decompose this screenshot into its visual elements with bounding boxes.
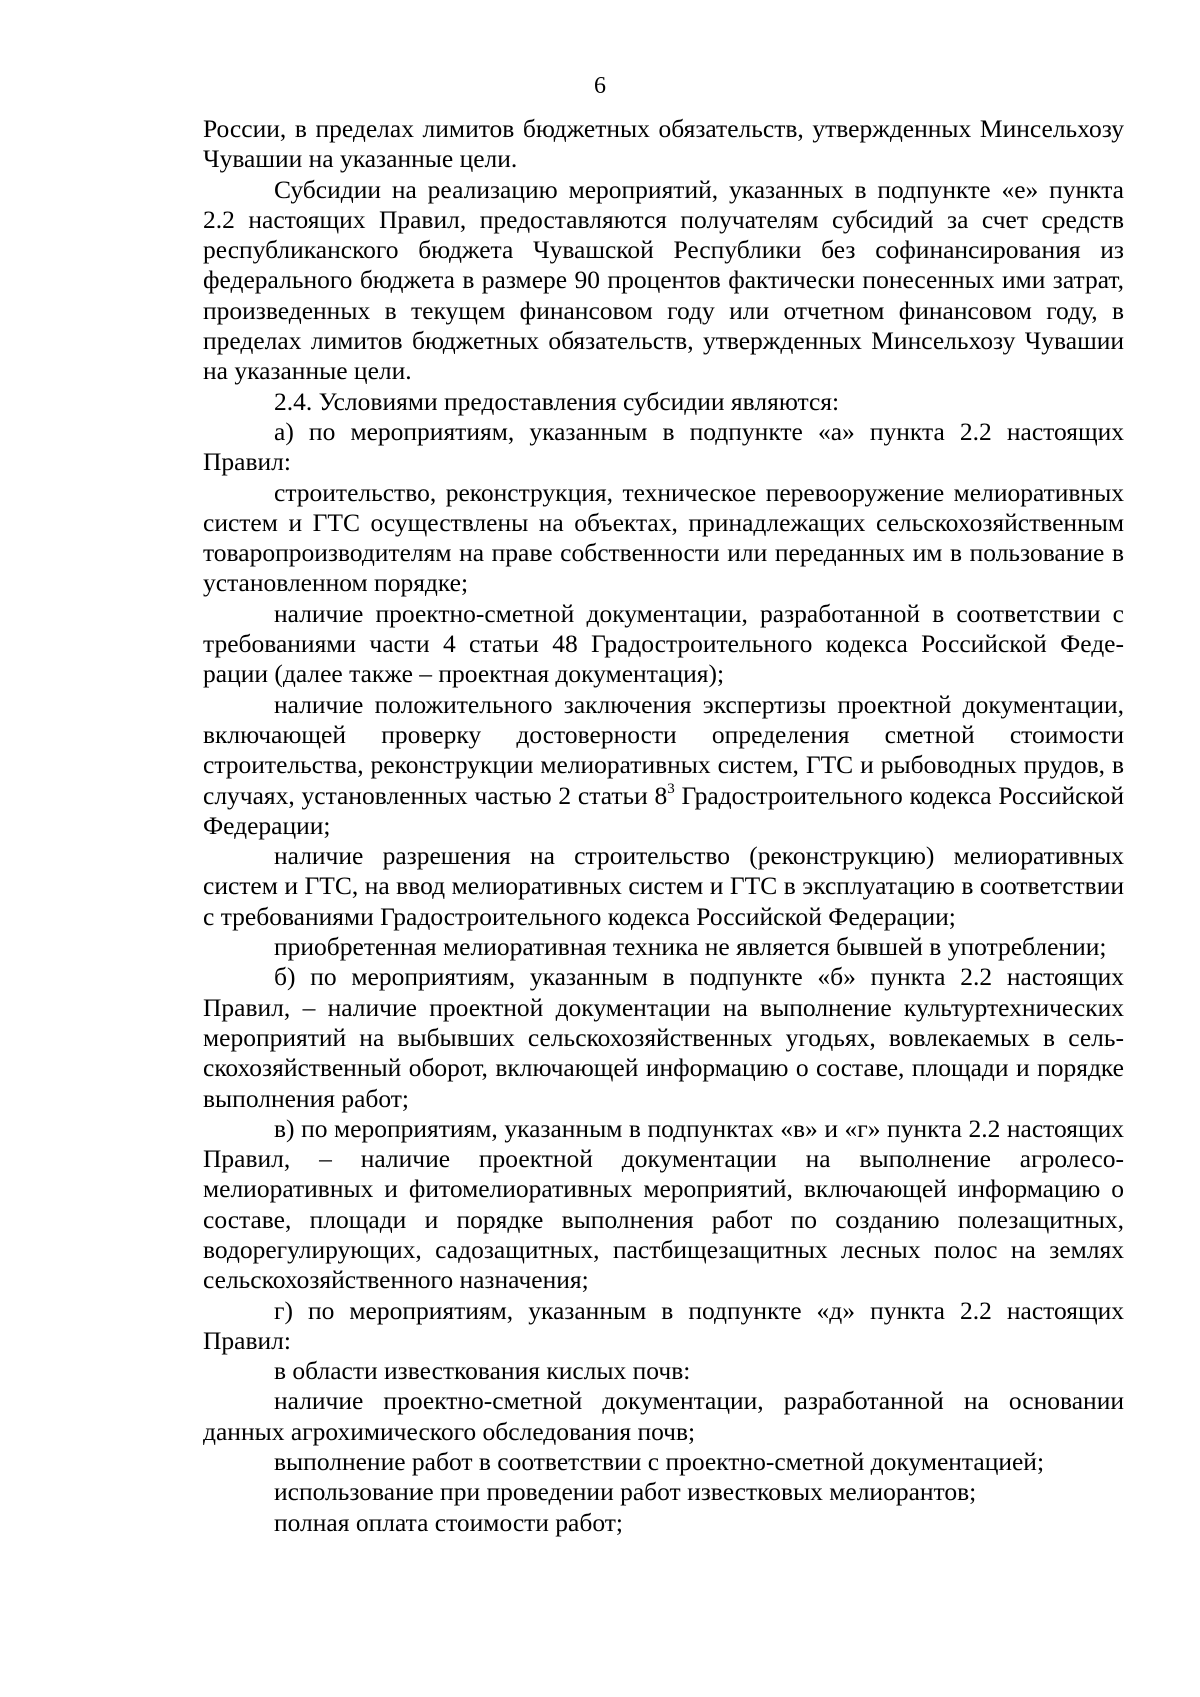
paragraph: наличие разрешения на строительство (реконструкцию) мелиоративных систем и ГТС, на ввод мелиоративных систем и ГТС в эксплуатацию в соответствии с требованиями Градостроительного кодекса Российской Федерации; [203, 841, 1124, 931]
paragraph: приобретенная мелиоративная техника не является бывшей в употреблении; [274, 932, 1107, 962]
document-body [203, 114, 1124, 1538]
paragraph: полная оплата стоимости работ; [274, 1507, 623, 1537]
paragraph: Субсидии на реализацию мероприятий, указанных в подпункте «е» пункта 2.2 настоящих Правил, предоставляются получателям субсидий за счет средств республиканского бюджета Чувашской Республики без софинансирования из федерального бюджета в размере 90 процентов фактически понесенных ими затрат, произведенных в текущем финансовом году или отчетном финансовом году, в пределах лимитов бюджетных обязательств, утвержденных Минсельхозу Чувашии на указанные цели. [203, 174, 1124, 386]
paragraph: а) по мероприятиям, указанным в подпункте «а» пункта 2.2 настоящих Правил: [203, 416, 1124, 477]
paragraph: наличие проектно-сметной документации, разработанной в соответствии с требованиями части 4 статьи 48 Градостроительного кодекса Российской Федерации (далее также – проектная документация); [203, 598, 1124, 689]
paragraph-text: наличие положительного заключения экспертизы проектной документации, включающей проверку достоверности определения сметной стоимости строительства, реконструкции мелиоративных систем, ГТС и рыбоводных прудов, в случаях, установленных частью 2 статьи 8 [203, 689, 1124, 810]
paragraph: в) по мероприятиям, указанным в подпунктах «в» и «г» пункта 2.2 настоящих Правил, – наличие проектной документации на выполнение агролесомелиоративных и фитомелиоративных мероприятий, включающей информацию о составе, площади и порядке выполнения работ по созданию полезащитных, водорегулирующих, садозащитных, пастбищезащитных лесных полос на землях сельскохозяйственного назначения; [203, 1113, 1124, 1295]
paragraph: строительство, реконструкция, техническое перевооружение мелиоративных систем и ГТС осуществлены на объектах, принадлежащих сельскохозяйственным товаропроизводителям на праве собственности или переданных им в пользование в установленном порядке; [203, 477, 1124, 598]
paragraph: использование при проведении работ известковых мелиорантов; [274, 1477, 977, 1507]
paragraph: России, в пределах лимитов бюджетных обязательств, утвержденных Минсельхозу Чувашии на указанные цели. [203, 114, 1124, 174]
paragraph: наличие проектно-сметной документации, разработанной на основании данных агрохимического обследования почв; [203, 1386, 1124, 1446]
paragraph-text: Градостроительного кодекса Российской Федерации; [203, 780, 1124, 840]
paragraph: выполнение работ в соответствии с проектно-сметной документацией; [274, 1447, 1045, 1477]
paragraph: г) по мероприятиям, указанным в подпункте «д» пункта 2.2 настоящих Правил: [203, 1295, 1124, 1355]
paragraph: в области известкования кислых почв: [274, 1356, 691, 1386]
paragraph [203, 690, 1124, 841]
paragraph: б) по мероприятиям, указанным в подпункте «б» пункта 2.2 настоящих Правил, – наличие проектной документации на выполнение культуртехнических мероприятий на выбывших сельскохозяйственных угодьях, вовлекаемых в сельскохозяйственный оборот, включающей информацию о составе, площади и порядке выполнения работ; [203, 962, 1124, 1113]
paragraph: 2.4. Условиями предоставления субсидии являются: [274, 386, 840, 416]
page-number: 6 [594, 73, 606, 99]
superscript: 3 [667, 780, 675, 797]
